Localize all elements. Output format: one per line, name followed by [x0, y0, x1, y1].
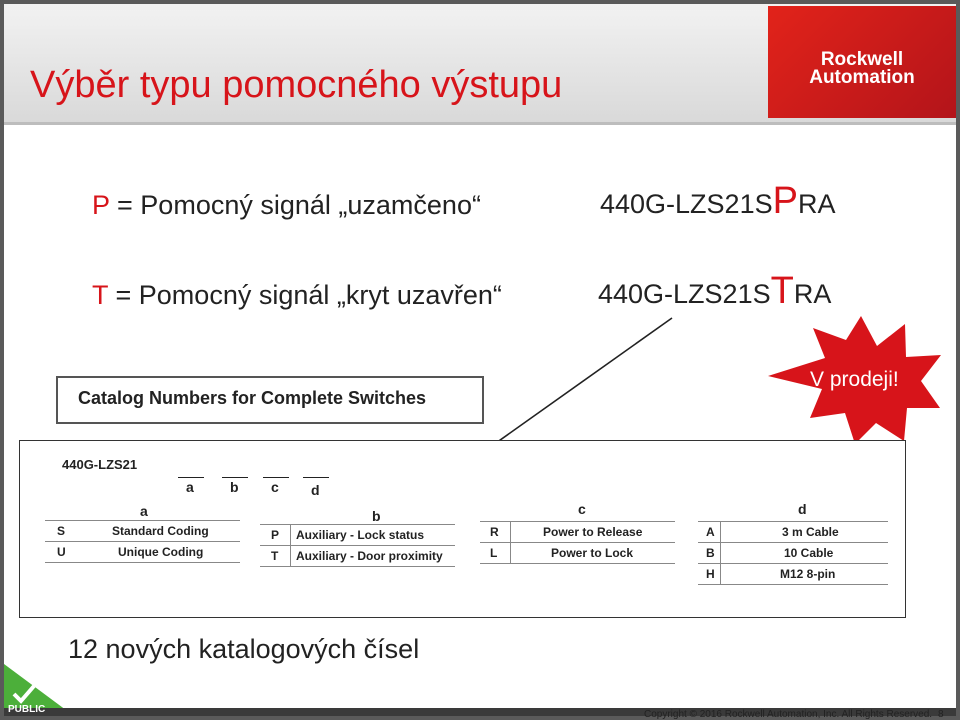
d-code-0: A: [706, 525, 715, 539]
catalog-title: Catalog Numbers for Complete Switches: [78, 388, 427, 408]
group-b-header: b: [372, 508, 381, 524]
a-desc-1: Unique Coding: [118, 545, 204, 559]
b-desc-0: Auxiliary - Lock status: [296, 528, 425, 542]
b-code-0: P: [271, 528, 280, 542]
d-desc-0: 3 m Cable: [782, 525, 839, 539]
b-code-1: T: [271, 549, 279, 563]
c-code-0: R: [490, 525, 499, 539]
p-text: = Pomocný signál „uzamčeno“: [109, 190, 481, 220]
p-part-prefix: 440G-LZS21S: [600, 189, 773, 219]
position-a: a: [186, 479, 194, 495]
d-desc-1: 10 Cable: [784, 546, 834, 560]
a-desc-0: Standard Coding: [112, 524, 209, 538]
p-key: P: [92, 190, 110, 220]
c-desc-0: Power to Release: [543, 525, 643, 539]
public-label: PUBLIC: [8, 704, 46, 715]
logo-line2: Automation: [809, 67, 915, 88]
slide: [4, 4, 956, 720]
copyright: Copyright © 2016 Rockwell Automation, Inc. All Rights Reserved.: [644, 709, 933, 720]
t-key: T: [92, 280, 109, 310]
t-part-suffix: RA: [793, 279, 832, 309]
new-catalog-count: 12 nových katalogových čísel: [68, 634, 420, 664]
catalog-title-box: [56, 376, 484, 424]
logo-line1: Rockwell: [820, 49, 904, 70]
page-number: 8: [938, 709, 944, 720]
group-a-header: a: [140, 503, 148, 519]
position-c: c: [271, 479, 279, 495]
t-part-letter: T: [770, 270, 794, 312]
base-catalog-number: 440G-LZS21: [62, 457, 138, 472]
b-desc-1: Auxiliary - Door proximity: [296, 549, 443, 563]
d-code-1: B: [706, 546, 715, 560]
a-code-1: U: [57, 545, 66, 559]
t-part-prefix: 440G-LZS21S: [598, 279, 771, 309]
p-part-suffix: RA: [797, 189, 836, 219]
position-b: b: [230, 479, 239, 495]
p-part-letter: P: [772, 180, 798, 222]
position-d: d: [311, 482, 320, 498]
group-d-header: d: [798, 501, 807, 517]
catalog-configurator: [19, 440, 906, 618]
d-code-2: H: [706, 567, 715, 581]
group-c-header: c: [578, 501, 586, 517]
t-text: = Pomocný signál „kryt uzavřen“: [108, 280, 502, 310]
a-code-0: S: [57, 524, 66, 538]
c-code-1: L: [490, 546, 498, 560]
slide-title: Výběr typu pomocného výstupu: [30, 64, 563, 106]
sale-burst-label: V prodeji!: [810, 368, 899, 391]
d-desc-2: M12 8-pin: [780, 567, 836, 581]
c-desc-1: Power to Lock: [551, 546, 634, 560]
